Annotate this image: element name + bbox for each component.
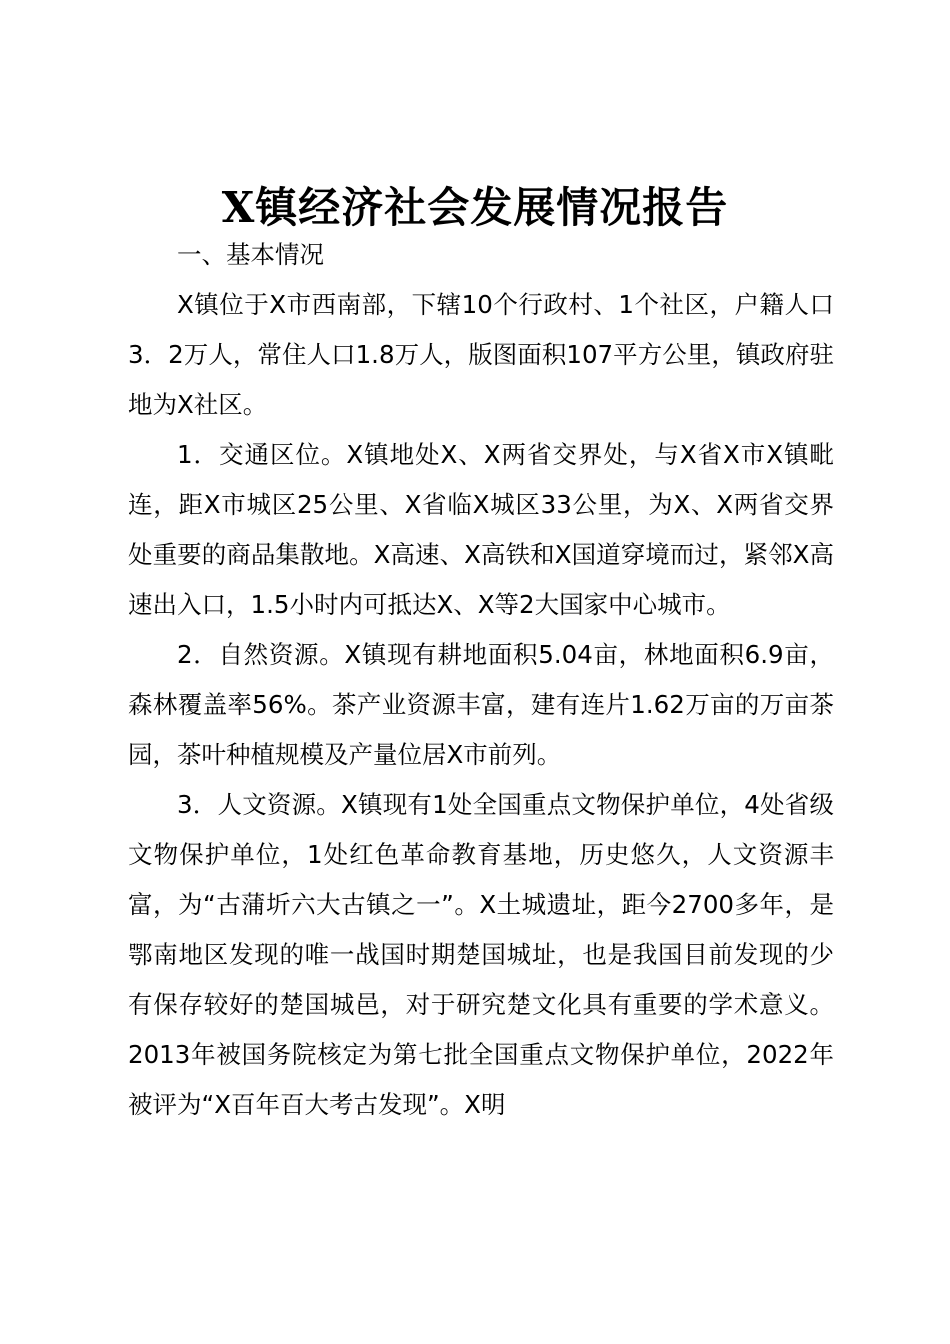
document-title: X镇经济社会发展情况报告 bbox=[221, 183, 729, 232]
paragraph-overview: X镇位于X市西南部，下辖10个行政村、1个社区，户籍人口3．2万人，常住人口1.8万人，版图面积107平方公里，镇政府驻地为X社区。 bbox=[128, 290, 834, 419]
section-heading: 一、基本情况 bbox=[177, 240, 324, 269]
document-body bbox=[128, 230, 834, 1130]
paragraph-natural-resources: 2．自然资源。X镇现有耕地面积5.04亩，林地面积6.9亩，森林覆盖率56%。茶产业资源丰富，建有连片1.62万亩的万亩茶园，茶叶种植规模及产量位居X市前列。 bbox=[128, 640, 834, 769]
paragraph-transport: 1．交通区位。X镇地处X、X两省交界处，与X省X市X镇毗连，距X市城区25公里、X省临X城区33公里，为X、X两省交界处重要的商品集散地。X高速、X高铁和X国道穿境而过，紧邻X高速出入口，1.5小时内可抵达X、X等2大国家中心城市。 bbox=[128, 440, 834, 619]
paragraph-cultural-resources: 3．人文资源。X镇现有1处全国重点文物保护单位，4处省级文物保护单位，1处红色革命教育基地，历史悠久，人文资源丰富，为“古蒲圻六大古镇之一”。X土城遗址，距今2700多年，是鄂南地区发现的唯一战国时期楚国城址，也是我国目前发现的少有保存较好的楚国城邑，对于研究楚文化具有重要的学术意义。2013年被国务院核定为第七批全国重点文物保护单位，2022年被评为“X百年百大考古发现”。X明 bbox=[128, 790, 834, 1119]
